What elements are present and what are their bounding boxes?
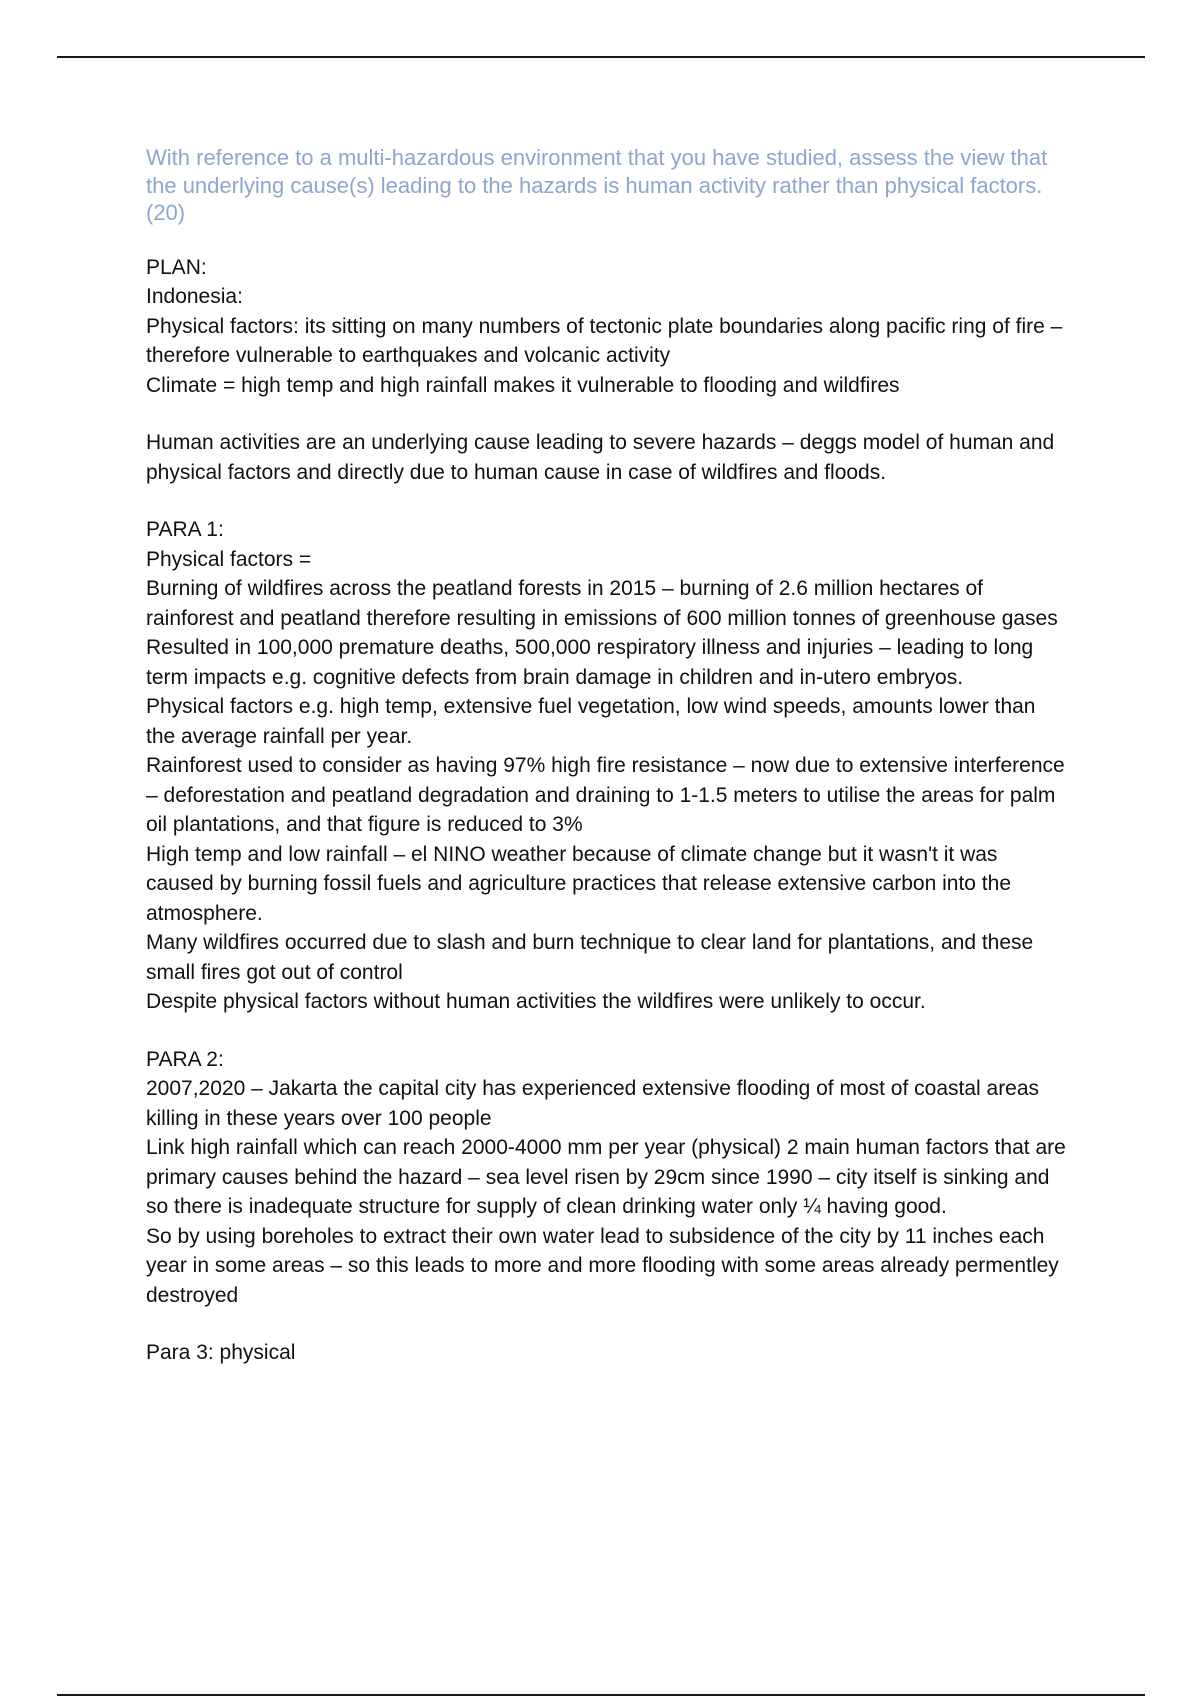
document-body <box>146 144 1066 1396</box>
para1-heading: PARA 1: <box>146 518 224 541</box>
top-rule <box>57 56 1145 58</box>
bottom-rule <box>57 1694 1145 1696</box>
para3-heading: Para 3: physical <box>146 1341 296 1364</box>
plan-line: Physical factors: its sitting on many numbers of tectonic plate boundaries along pacific ring of fire – therefore vulnerable to earthquakes and volcanic activity <box>146 314 1063 367</box>
plan-section <box>146 253 1066 401</box>
para2-line: So by using boreholes to extract their own water lead to subsidence of the city by 11 inches each year in some areas – so this leads to more and more flooding with some areas already permentley destroyed <box>146 1224 1059 1307</box>
thesis-line: Human activities are an underlying cause leading to severe hazards – deggs model of human and physical factors and directly due to human cause in case of wildfires and floods. <box>146 431 1055 484</box>
para1-line: Burning of wildfires across the peatland forests in 2015 – burning of 2.6 million hectares of rainforest and peatland therefore resulting in emissions of 600 million tonnes of greenhouse gases <box>146 577 1058 630</box>
para3-section <box>146 1338 1066 1368</box>
para1-line: Many wildfires occurred due to slash and burn technique to clear land for plantations, and these small fires got out of control <box>146 931 1034 984</box>
para2-line: Link high rainfall which can reach 2000-4000 mm per year (physical) 2 main human factors that are primary causes behind the hazard – sea level risen by 29cm since 1990 – city itself is sinking and so there is inadequate structure for supply of clean drinking water only ¼ having good. <box>146 1136 1066 1218</box>
para1-line: High temp and low rainfall – el NINO weather because of climate change but it wasn't it was caused by burning fossil fuels and agriculture practices that release extensive carbon into the atmosphere. <box>146 842 1011 925</box>
para1-line: Resulted in 100,000 premature deaths, 500,000 respiratory illness and injuries – leading to long term impacts e.g. cognitive defects from brain damage in children and in-utero embryos. <box>146 636 1034 689</box>
para2-section <box>146 1045 1066 1311</box>
para1-line: Rainforest used to consider as having 97% high fire resistance – now due to extensive interference – deforestation and peatland degradation and draining to 1-1.5 meters to utilise the areas for palm oil plantations, and that figure is reduced to 3% <box>146 754 1065 836</box>
para1-line: Despite physical factors without human activities the wildfires were unlikely to occur. <box>146 990 926 1013</box>
para2-heading: PARA 2: <box>146 1047 224 1071</box>
plan-line: Climate = high temp and high rainfall makes it vulnerable to flooding and wildfires <box>146 373 900 397</box>
thesis-section <box>146 428 1066 487</box>
plan-heading: PLAN: <box>146 255 207 279</box>
para1-line: Physical factors e.g. high temp, extensive fuel vegetation, low wind speeds, amounts lower than the average rainfall per year. <box>146 695 1036 748</box>
plan-line: Indonesia: <box>146 285 243 308</box>
essay-question: With reference to a multi-hazardous environment that you have studied, assess the view that the underlying cause(s) leading to the hazards is human activity rather than physical factors. (20) <box>146 145 1048 225</box>
para1-section <box>146 515 1066 1017</box>
para2-line: 2007,2020 – Jakarta the capital city has experienced extensive flooding of most of coastal areas killing in these years over 100 people <box>146 1077 1040 1130</box>
para1-line: Physical factors = <box>146 547 312 571</box>
